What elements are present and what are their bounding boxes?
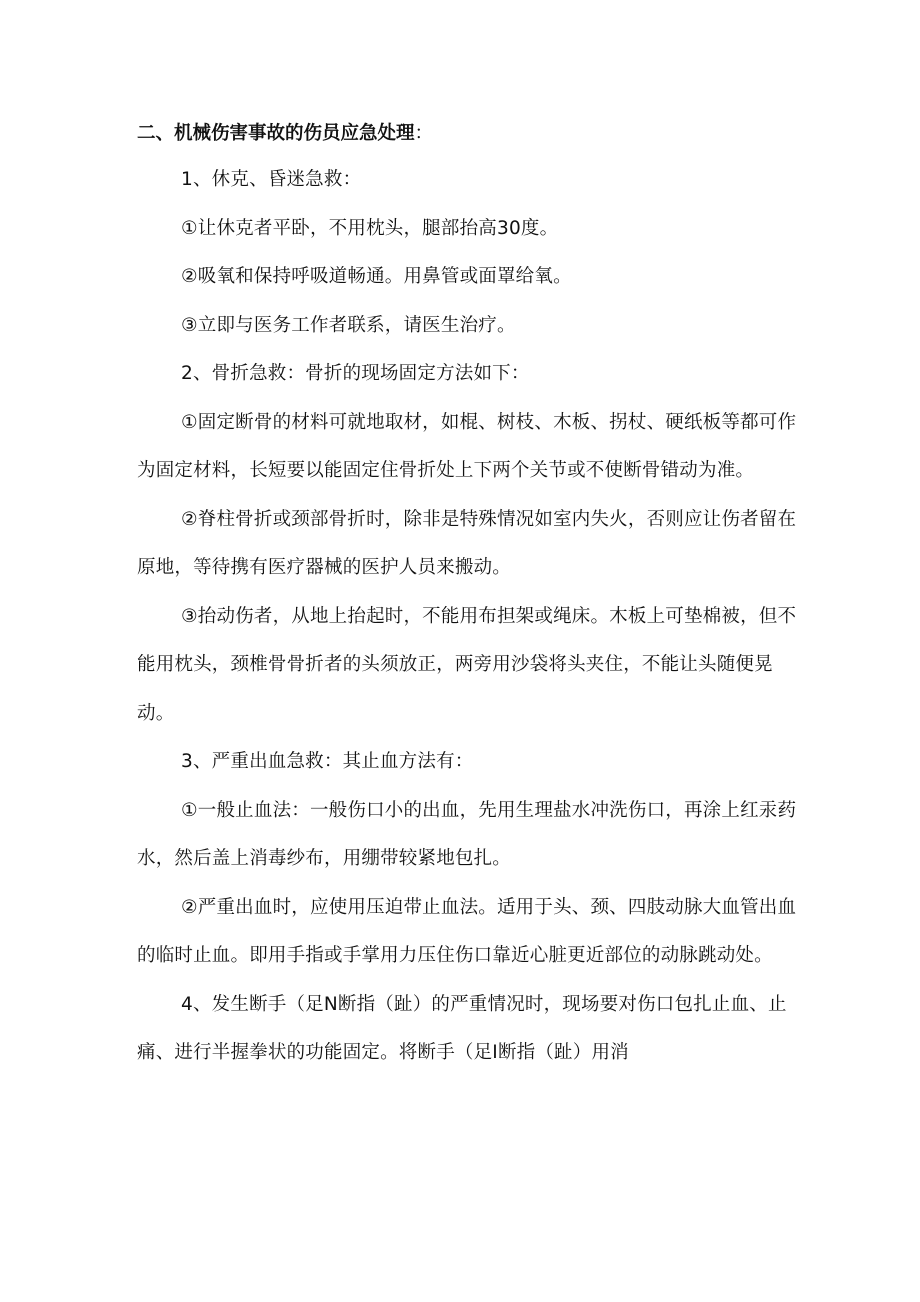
paragraph-shock-title: 1、休克、昏迷急救： xyxy=(181,169,362,190)
paragraph-bleeding-1: ①一般止血法：一般伤口小的出血，先用生理盐水冲洗伤口，再涂上红汞药水，然后盖上消毒纱布，用绷带较紧地包扎。 xyxy=(137,799,797,869)
paragraph-shock-1: ①让休克者平卧，不用枕头，腿部抬高30度。 xyxy=(181,217,559,239)
document-body xyxy=(137,111,801,1078)
paragraph-shock-2: ②吸氧和保持呼吸道畅通。用鼻管或面罩给氧。 xyxy=(181,266,572,287)
section-heading-colon: ： xyxy=(414,123,434,144)
paragraph-fracture-2: ②脊柱骨折或颈部骨折时，除非是特殊情况如室内失火，否则应让伤者留在原地，等待携有医疗器械的医护人员来搬动。 xyxy=(137,508,797,578)
paragraph-bleeding-2: ②严重出血时，应使用压迫带止血法。适用于头、颈、四肢动脉大血管出血的临时止血。即用手指或手掌用力压住伤口靠近心脏更近部位的动脉跳动处。 xyxy=(137,896,797,966)
section-heading xyxy=(137,111,801,156)
paragraph-amputation: 4、发生断手（足N断指（趾）的严重情况时，现场要对伤口包扎止血、止痛、进行半握拳状的功能固定。将断手（足I断指（趾）用消 xyxy=(137,993,787,1063)
paragraph-shock-3: ③立即与医务工作者联系，请医生治疗。 xyxy=(181,314,516,336)
paragraph-fracture-3: ③抬动伤者，从地上抬起时，不能用布担架或绳床。木板上可垫棉被，但不能用枕头，颈椎骨骨折者的头须放正，两旁用沙袋将头夹住，不能让头随便晃动。 xyxy=(137,605,797,724)
paragraph-fracture-1: ①固定断骨的材料可就地取材，如棍、树枝、木板、拐杖、硬纸板等都可作为固定材料，长短要以能固定住骨折处上下两个关节或不使断骨错动为准。 xyxy=(137,411,797,481)
paragraph-fracture-title: 2、骨折急救：骨折的现场固定方法如下： xyxy=(181,363,530,384)
section-heading-text: 二、机械伤害事故的伤员应急处理 xyxy=(137,123,415,144)
paragraph-bleeding-title: 3、严重出血急救：其止血方法有： xyxy=(181,751,474,772)
